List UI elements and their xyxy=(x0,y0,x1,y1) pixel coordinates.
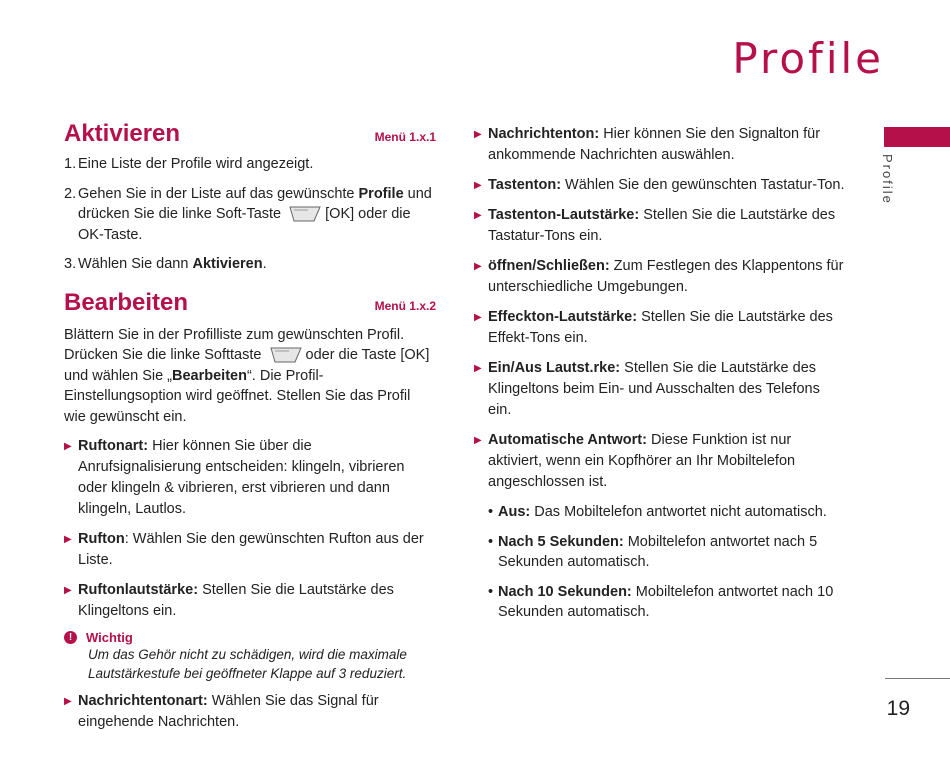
bullet-arrow-icon: ▶ xyxy=(64,585,72,596)
bullet-label: Nachrichtentonart: xyxy=(78,693,208,709)
bearbeiten-intro xyxy=(64,325,436,428)
bullet-text xyxy=(78,529,436,571)
warning-icon: ! xyxy=(64,631,77,644)
bullet-text xyxy=(488,307,846,349)
aktivieren-menu-ref: Menü 1.x.1 xyxy=(374,130,436,144)
bullet-text xyxy=(488,256,846,298)
sub-item-text xyxy=(498,582,846,623)
bullet-dot-icon: • xyxy=(488,583,494,600)
sub-item-label: Nach 10 Sekunden: xyxy=(498,583,632,600)
side-tab-label: Profile xyxy=(880,154,895,205)
bullet-dot-icon: • xyxy=(488,504,494,520)
bearbeiten-title: Bearbeiten xyxy=(64,288,189,316)
footer-divider xyxy=(885,678,950,679)
bullet-ruftonlautstaerke xyxy=(64,580,436,622)
step-text-bold: Profile xyxy=(358,185,404,202)
bullet-text xyxy=(78,436,436,520)
bullet-tastenton xyxy=(474,175,846,196)
bullet-label: Ein/Aus Lautst.rke: xyxy=(488,360,621,376)
bullet-text xyxy=(488,175,845,196)
sub-item-text xyxy=(498,532,846,573)
step-text: Eine Liste der Profile wird angezeigt. xyxy=(78,156,314,172)
bullet-ruftonart xyxy=(64,436,436,520)
bullet-arrow-icon: ▶ xyxy=(64,534,72,545)
bullet-label: Nachrichtenton: xyxy=(488,126,600,142)
intro-text-bold: Bearbeiten xyxy=(172,367,247,384)
bullet-nachrichtenton xyxy=(474,124,846,166)
bullet-text xyxy=(488,430,846,493)
bullet-body: Wählen Sie den gewünschten Tastatur-Ton. xyxy=(561,177,845,193)
intro-text-part: Blättern Sie in der Profilliste zum gewünschten Profil. Drücken Sie die linke Softtaste xyxy=(64,326,405,363)
bullet-text xyxy=(488,205,846,247)
sub-item-10-sekunden xyxy=(488,582,846,623)
bullet-body: Stellen Sie die Lautstärke des Effekt-Tons ein. xyxy=(488,309,833,346)
bullet-body: Stellen Sie die Lautstärke des Tastatur-Tons ein. xyxy=(488,207,836,244)
step-number: 1. xyxy=(64,156,77,172)
left-softkey-icon xyxy=(269,346,303,364)
intro-text-part: “. Die Profil- Einstellungsoption wird geöffnet. Stellen Sie das Profil wie gewünscht ein. xyxy=(64,367,411,425)
step-text-part: Wählen Sie dann xyxy=(78,256,193,272)
bullet-arrow-icon: ▶ xyxy=(64,696,72,707)
bullet-arrow-icon: ▶ xyxy=(474,261,482,272)
bullet-nachrichtentonart xyxy=(64,691,436,733)
sub-item-text xyxy=(498,502,827,523)
bullet-ein-aus-lautstaerke xyxy=(474,358,846,421)
step-text-part: und drücken Sie die linke Soft-Taste xyxy=(78,185,432,222)
bullet-label: öffnen/Schließen: xyxy=(488,258,610,274)
bullet-body: Stellen Sie die Lautstärke des Klingeltons ein. xyxy=(78,582,394,619)
step-number: 2. xyxy=(64,185,77,202)
bullet-arrow-icon: ▶ xyxy=(474,129,482,140)
bullet-arrow-icon: ▶ xyxy=(474,435,482,446)
step-text-part: . xyxy=(262,256,267,272)
bullet-arrow-icon: ▶ xyxy=(474,180,482,191)
bullet-label: Rufton xyxy=(78,531,125,547)
step-1 xyxy=(64,154,436,175)
step-text xyxy=(78,184,436,246)
step-3 xyxy=(64,254,436,275)
sub-item-body: Mobiltelefon antwortet nach 5 Sekunden automatisch. xyxy=(498,533,818,570)
bullet-label: Automatische Antwort: xyxy=(488,432,647,448)
right-column xyxy=(474,124,846,623)
sub-item-body: Mobiltelefon antwortet nach 10 Sekunden automatisch. xyxy=(498,583,834,620)
bullet-automatische-antwort xyxy=(474,430,846,493)
bullet-text xyxy=(488,358,846,421)
aktivieren-title: Aktivieren xyxy=(64,120,181,147)
page-title: Profile xyxy=(732,34,884,83)
bullet-text xyxy=(78,580,436,622)
bullet-body: Zum Festlegen des Klappentons für unterschiedliche Umgebungen. xyxy=(488,258,844,295)
page-number: 19 xyxy=(886,697,910,720)
bearbeiten-header xyxy=(64,289,436,317)
bullet-body: Hier können Sie über die Anrufsignalisierung entscheiden: klingeln, vibrieren oder klingeln & vibrieren, erst vibrieren und dann klingeln, Lautlos. xyxy=(78,438,405,517)
bullet-label: Effeckton-Lautstärke: xyxy=(488,309,638,325)
step-number: 3. xyxy=(64,256,77,272)
sub-item-5-sekunden xyxy=(488,532,846,573)
sub-item-label: Aus: xyxy=(498,504,531,520)
bullet-text xyxy=(488,124,846,166)
warning-text: Um das Gehör nicht zu schädigen, wird die maximale Lautstärkestufe bei geöffneter Klappe auf 3 reduziert. xyxy=(88,647,407,681)
bullet-body: Diese Funktion ist nur aktiviert, wenn ein Kopfhörer an Ihr Mobiltelefon angeschlossen ist. xyxy=(488,432,796,490)
sub-item-label: Nach 5 Sekunden: xyxy=(498,533,624,550)
warning-title: Wichtig xyxy=(86,630,133,645)
sub-item-body: Das Mobiltelefon antwortet nicht automatisch. xyxy=(530,504,827,520)
bullet-arrow-icon: ▶ xyxy=(474,210,482,221)
bullet-effeckton-lautstaerke xyxy=(474,307,846,349)
warning-header xyxy=(64,630,436,645)
step-text-part: Gehen Sie in der Liste auf das gewünschte xyxy=(78,185,359,202)
bullet-label: Ruftonart: xyxy=(78,438,149,454)
bearbeiten-menu-ref: Menü 1.x.2 xyxy=(374,298,436,313)
bullet-text xyxy=(78,691,436,733)
bullet-body: Wählen Sie das Signal für eingehende Nachrichten. xyxy=(78,693,379,730)
sub-item-aus xyxy=(488,502,846,523)
bullet-label: Tastenton: xyxy=(488,177,562,193)
bullet-arrow-icon: ▶ xyxy=(474,363,482,374)
left-column xyxy=(64,120,436,733)
bullet-label: Ruftonlautstärke: xyxy=(78,582,199,598)
step-text-part: [OK] oder die OK-Taste. xyxy=(78,206,411,243)
bullet-tastenton-lautstaerke xyxy=(474,205,846,247)
aktivieren-header xyxy=(64,120,436,148)
bullet-label: Tastenton-Lautstärke: xyxy=(488,207,640,223)
intro-text-part: oder die Taste [OK] und wählen Sie „ xyxy=(64,347,430,384)
bullet-body: Stellen Sie die Lautstärke des Klingeltons beim Ein- und Ausschalten des Telefons ein. xyxy=(488,360,820,418)
side-tab-marker xyxy=(884,127,950,147)
step-text-bold: Aktivieren xyxy=(192,256,263,272)
bullet-arrow-icon: ▶ xyxy=(64,441,72,452)
left-softkey-icon xyxy=(288,205,322,223)
bullet-oeffnen-schliessen xyxy=(474,256,846,298)
step-text xyxy=(78,254,267,275)
bullet-body: : Wählen Sie den gewünschten Rufton aus der Liste. xyxy=(78,531,424,568)
bullet-arrow-icon: ▶ xyxy=(474,312,482,323)
bullet-dot-icon: • xyxy=(488,533,494,550)
bullet-rufton xyxy=(64,529,436,571)
step-2 xyxy=(64,184,436,246)
bullet-body: Hier können Sie den Signalton für ankommende Nachrichten auswählen. xyxy=(488,126,821,163)
